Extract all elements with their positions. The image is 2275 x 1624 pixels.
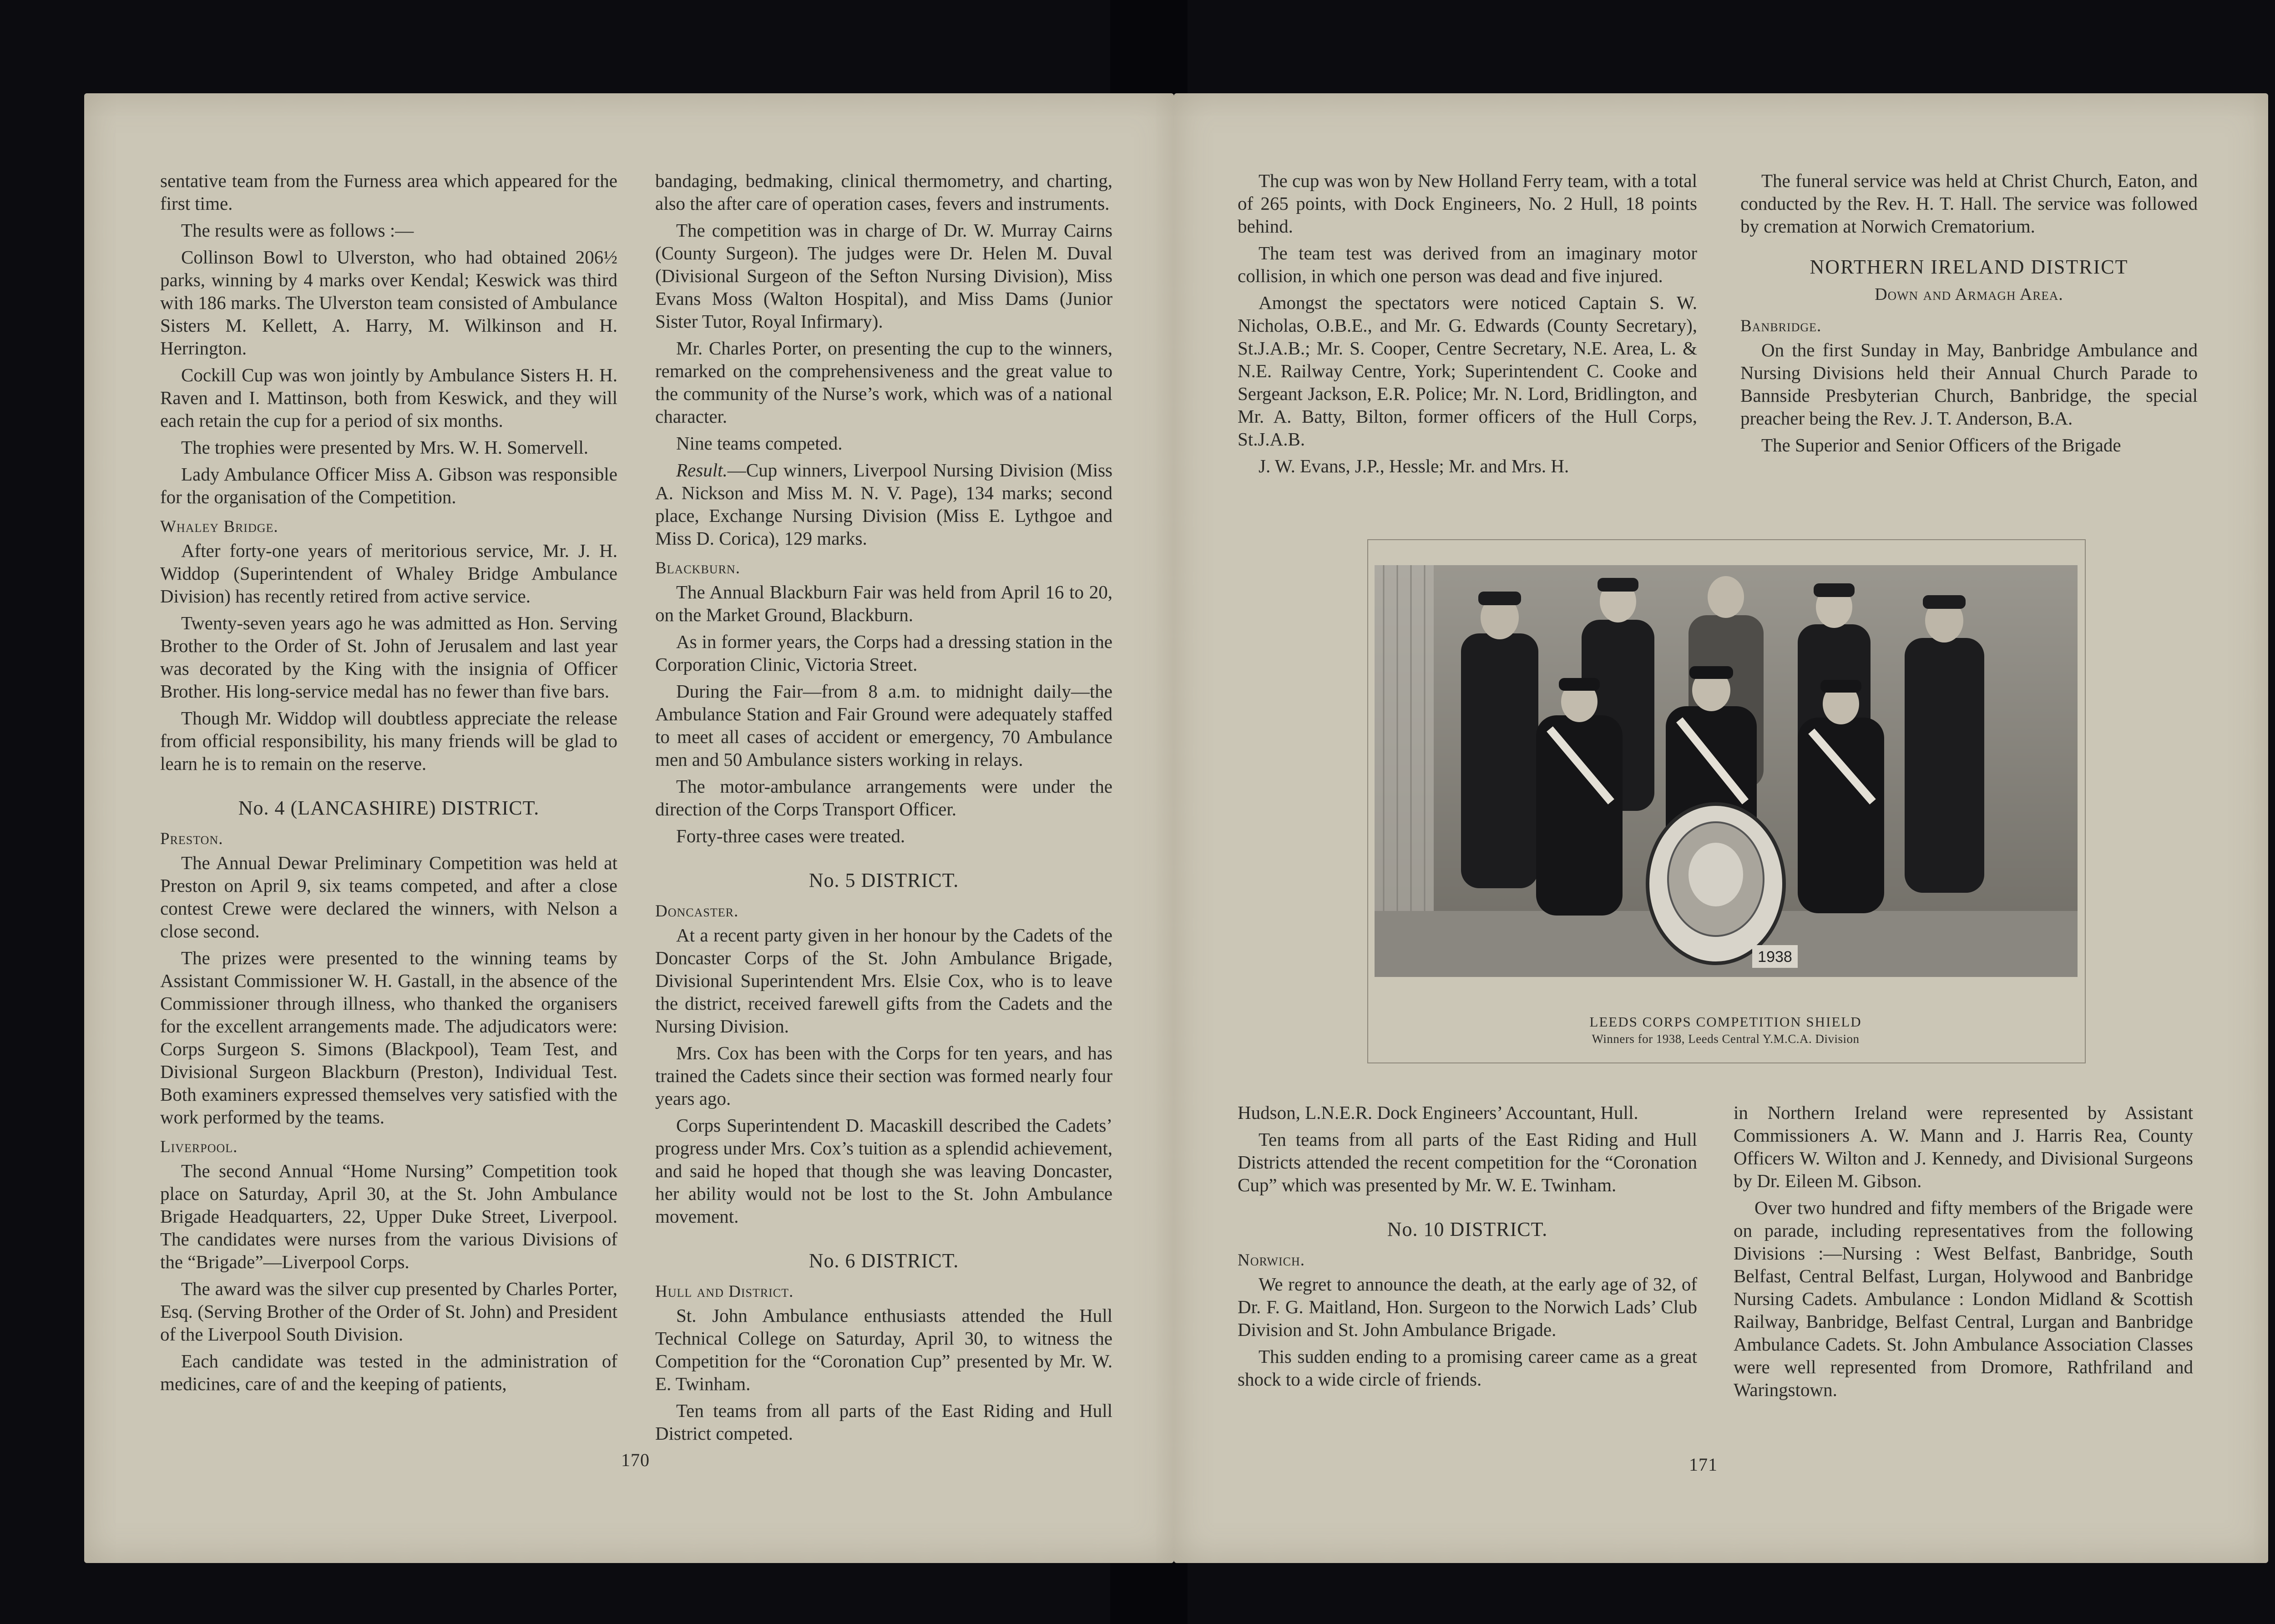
- paragraph: The award was the silver cup presented by Charles Porter, Esq. (Serving Brother of the Order of St. John) and President of the Liverpool South Division.: [160, 1278, 617, 1345]
- paragraph: The funeral service was held at Christ Church, Eaton, and conducted by the Rev. H. T. Hall. The service was followed by cremation at Norwich Crematorium.: [1740, 170, 2198, 237]
- right-column-4: [1734, 1101, 2193, 1405]
- paragraph: This sudden ending to a promising career came as a great shock to a wide circle of friends.: [1238, 1346, 1697, 1390]
- left-column-2: [655, 169, 1112, 1449]
- location-heading: Hull and District.: [655, 1282, 794, 1301]
- paragraph: Lady Ambulance Officer Miss A. Gibson was responsible for the organisation of the Competition.: [160, 464, 617, 507]
- location-heading: Norwich.: [1238, 1251, 1305, 1270]
- photo-caption-title: LEEDS CORPS COMPETITION SHIELD: [1589, 1014, 1862, 1030]
- shield-year: 1938: [1758, 948, 1792, 966]
- paragraph: Ten teams from all parts of the East Riding and Hull Districts attended the recent competition for the “Coronation Cup” which was presented by Mr. W. E. Twinham.: [1238, 1129, 1697, 1195]
- paragraph: sentative team from the Furness area which appeared for the first time.: [160, 170, 617, 214]
- paragraph: Hudson, L.N.E.R. Dock Engineers’ Accountant, Hull.: [1238, 1102, 1638, 1123]
- paragraph: The prizes were presented to the winning teams by Assistant Commissioner W. H. Gastall, in the absence of the Commissioner through illness, who thanked the organisers for the excellent arrangements made. The adjudicators were: Corps Surgeon S. Simons (Blackpool), Team Test, and Divisional Surgeon Blackburn (Preston), Individual Test. Both examiners expressed themselves very satisfied with the work performed by the teams.: [160, 947, 617, 1128]
- paragraph: Though Mr. Widdop will doubtless appreciate the release from official responsibility, his many friends will be glad to learn he is to remain on the reserve.: [160, 708, 617, 774]
- paragraph: The Annual Blackburn Fair was held from April 16 to 20, on the Market Ground, Blackburn.: [655, 582, 1112, 625]
- location-heading: Preston.: [160, 830, 223, 848]
- paragraph: in Northern Ireland were represented by Assistant Commissioners A. W. Mann and J. Harris Rea, County Officers W. Wilton and J. Kennedy, and Divisional Surgeons by Dr. Eileen M. Gibson.: [1734, 1102, 2193, 1191]
- location-heading: Blackburn.: [655, 559, 740, 577]
- paragraph: Amongst the spectators were noticed Captain S. W. Nicholas, O.B.E., and Mr. G. Edwards (County Secretary), St.J.A.B.; Mr. S. Cooper, Centre Secretary, N.E. Area, L. & N.E. Railway Centre, York; Superintendent C. Cooke and Sergeant Jackson, E.R. Police; Mr. N. Lord, Bridlington, and Mr. A. Batty, Bilton, former officers of the Hull Corps, St.J.A.B.: [1238, 292, 1697, 450]
- right-column-3: [1238, 1101, 1697, 1395]
- paragraph: Cockill Cup was won jointly by Ambulance Sisters H. H. Raven and I. Mattinson, both from Keswick, and they will each retain the cup for a period of six months.: [160, 364, 617, 431]
- area-subheading: Down and Armagh Area.: [1875, 285, 2063, 304]
- paragraph: The results were as follows :—: [181, 220, 414, 241]
- paragraph: At a recent party given in her honour by the Cadets of the Doncaster Corps of the St. John Ambulance Brigade, Divisional Superintendent Mrs. Elsie Cox, who is to leave the district, received farewell gifts from the Cadets and the Nursing Division.: [655, 925, 1112, 1037]
- district-heading: No. 10 DISTRICT.: [1387, 1218, 1548, 1240]
- location-heading: Doncaster.: [655, 902, 739, 921]
- paragraph: The Annual Dewar Preliminary Competition was held at Preston on April 9, six teams competed, and after a close contest Crewe were declared the winners, with Nelson a close second.: [160, 852, 617, 941]
- district-heading: No. 5 DISTRICT.: [809, 869, 959, 891]
- location-heading: Banbridge.: [1740, 317, 1822, 335]
- location-heading: Whaley Bridge.: [160, 517, 278, 536]
- paragraph: J. W. Evans, J.P., Hessle; Mr. and Mrs. H.: [1259, 455, 1569, 476]
- paragraph: The motor-ambulance arrangements were under the direction of the Corps Transport Officer.: [655, 776, 1112, 820]
- district-heading: NORTHERN IRELAND DISTRICT: [1810, 256, 2128, 278]
- paragraph: Mr. Charles Porter, on presenting the cup to the winners, remarked on the comprehensiveness and the great value to the community of the Nurse’s work, which was of a national character.: [655, 338, 1112, 427]
- paragraph: St. John Ambulance enthusiasts attended the Hull Technical College on Saturday, April 30, to witness the Competition for the “Coronation Cup” presented by Mr. W. E. Twinham.: [655, 1305, 1112, 1394]
- paragraph: Over two hundred and fifty members of the Brigade were on parade, including representatives from the following Divisions :—Nursing : West Belfast, Banbridge, South Belfast, Central Belfast, Lurgan, Holywood and Banbridge Nursing Cadets. Ambulance : London Midland & Scottish Railway, Banbridge, Belfast Central, Lurgan and Banbridge Ambulance Cadets. St. John Ambulance Association Classes were well represented from Dromore, Rathfriland and Waringstown.: [1734, 1197, 2193, 1400]
- paragraph: On the first Sunday in May, Banbridge Ambulance and Nursing Divisions held their Annual Church Parade to Bannside Presbyterian Church, Banbridge, the special preacher being the Rev. J. T. Anderson, B.A.: [1740, 339, 2198, 429]
- competition-shield: [1648, 804, 1784, 963]
- paragraph: Forty-three cases were treated.: [676, 825, 905, 846]
- paragraph: Ten teams from all parts of the East Riding and Hull District competed.: [655, 1400, 1112, 1444]
- paragraph: Mrs. Cox has been with the Corps for ten years, and has trained the Cadets since their section was formed nearly four years ago.: [655, 1042, 1112, 1109]
- paragraph: Twenty-seven years ago he was admitted as Hon. Serving Brother to the Order of St. John of Jerusalem and last year was decorated by the King with the insignia of Officer Brother. His long-service medal has no fewer than five bars.: [160, 612, 617, 702]
- paragraph: Collinson Bowl to Ulverston, who had obtained 206½ parks, winning by 4 marks over Kendal; Keswick was third with 186 marks. The Ulverston team consisted of Ambulance Sisters M. Kellett, A. Harry, M. Wilkinson and H. Herrington.: [160, 247, 617, 359]
- paragraph: We regret to announce the death, at the early age of 32, of Dr. F. G. Maitland, Hon. Surgeon to the Norwich Lads’ Club Division and St. John Ambulance Brigade.: [1238, 1274, 1697, 1340]
- right-column-1: [1238, 169, 1697, 481]
- group-photograph: [1375, 565, 2078, 977]
- right-column-2: [1740, 169, 2198, 460]
- paragraph: The cup was won by New Holland Ferry team, with a total of 265 points, with Dock Engineers, No. 2 Hull, 18 points behind.: [1238, 170, 1697, 237]
- paragraph: After forty-one years of meritorious service, Mr. J. H. Widdop (Superintendent of Whaley Bridge Ambulance Division) has recently retired from active service.: [160, 540, 617, 607]
- left-column-1: [160, 169, 617, 1399]
- location-heading: Liverpool.: [160, 1138, 238, 1156]
- paragraph: Corps Superintendent D. Macaskill described the Cadets’ progress under Mrs. Cox’s tuition as a splendid achievement, and said he hoped that though she was leaving Doncaster, her ability would not be lost to the St. John Ambulance movement.: [655, 1115, 1112, 1227]
- photo-frame: [1367, 539, 2086, 1063]
- paragraph: The trophies were presented by Mrs. W. H. Somervell.: [181, 437, 588, 458]
- paragraph: Nine teams competed.: [676, 433, 843, 454]
- result-text: —Cup winners, Liverpool Nursing Division (Miss A. Nickson and Miss M. N. V. Page), 134 marks; second place, Exchange Nursing Division (Miss E. Lythgoe and Miss D. Corica), 129 marks.: [655, 460, 1112, 549]
- paragraph: bandaging, bedmaking, clinical thermometry, and charting, also the after care of operation cases, fevers and instruments.: [655, 170, 1112, 214]
- result-label: Result.: [676, 460, 728, 481]
- district-heading: No. 4 (LANCASHIRE) DISTRICT.: [238, 797, 540, 819]
- paragraph: As in former years, the Corps had a dressing station in the Corporation Clinic, Victoria Street.: [655, 631, 1112, 675]
- paragraph: Each candidate was tested in the administration of medicines, care of and the keeping of patients,: [160, 1351, 617, 1394]
- standing-figure: [1905, 595, 1984, 893]
- paragraph: The second Annual “Home Nursing” Competition took place on Saturday, April 30, at the St. John Ambulance Brigade Headquarters, 22, Upper Duke Street, Liverpool. The candidates were nurses from the various Divisions of the “Brigade”—Liverpool Corps.: [160, 1160, 617, 1272]
- page-number: 171: [1689, 1454, 1718, 1475]
- standing-figure: [1461, 592, 1538, 888]
- district-heading: No. 6 DISTRICT.: [809, 1250, 959, 1272]
- paragraph: The team test was derived from an imaginary motor collision, in which one person was dead and five injured.: [1238, 243, 1697, 286]
- photo-caption-subtitle: Winners for 1938, Leeds Central Y.M.C.A. Division: [1592, 1032, 1860, 1046]
- paragraph: The Superior and Senior Officers of the Brigade: [1761, 435, 2121, 455]
- paragraph: The competition was in charge of Dr. W. Murray Cairns (County Surgeon). The judges were Dr. Helen M. Duval (Divisional Surgeon of the Sefton Nursing Division), Miss Evans Moss (Walton Hospital), and Miss Dams (Junior Sister Tutor, Royal Infirmary).: [655, 220, 1112, 332]
- paragraph: [655, 459, 1112, 550]
- page-number: 170: [621, 1450, 650, 1470]
- paragraph: During the Fair—from 8 a.m. to midnight daily—the Ambulance Station and Fair Ground were adequately staffed to meet all cases of accident or emergency, 70 Ambulance men and 50 Ambulance sisters working in relays.: [655, 681, 1112, 770]
